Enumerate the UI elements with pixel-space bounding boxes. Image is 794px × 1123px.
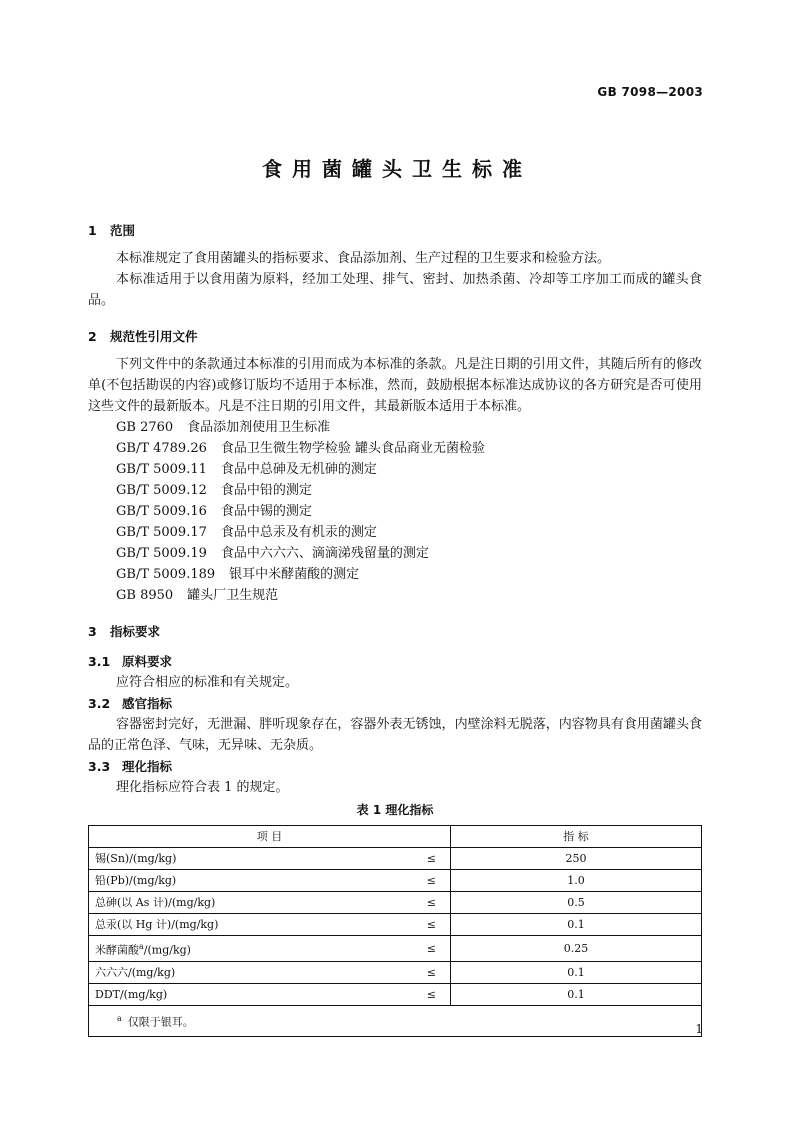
limit-value: 0.1 [451,914,702,936]
reference-item [88,585,702,606]
limit-value: 250 [451,848,702,870]
reference-item [88,501,702,522]
item-cell [89,936,391,962]
reference-item [88,459,702,480]
item-cell [89,961,391,983]
limit-value: 0.25 [451,936,702,962]
section-3-1-number: 3.1 [88,654,111,669]
footnote-row [89,1005,702,1036]
section-3 [88,621,702,1037]
section-2-title: 规范性引用文件 [110,329,198,344]
reference-title: 食品添加剂使用卫生标准 [187,420,331,435]
table-row [89,870,702,892]
reference-code: GB/T 5009.16 [116,504,207,519]
reference-code: GB 8950 [116,588,174,603]
item-cell [89,892,391,914]
item-cell [89,914,391,936]
reference-item [88,522,702,543]
reference-title: 食品中锡的测定 [220,504,312,519]
column-header-value: 指 标 [451,826,702,848]
section-2-number: 2 [88,329,97,344]
reference-list [88,417,702,606]
section-1-paragraph-1: 本标准规定了食用菌罐头的指标要求、食品添加剂、生产过程的卫生要求和检验方法。 [116,251,611,266]
reference-title: 食品卫生微生物学检验 罐头食品商业无菌检验 [220,441,486,456]
table-row [89,848,702,870]
section-2 [88,326,702,606]
reference-code: GB/T 5009.11 [116,462,207,477]
limit-value: 0.1 [451,983,702,1005]
footnote-marker: a [139,942,144,951]
reference-title: 食品中铅的测定 [220,483,312,498]
item-name: 锡(Sn)/(mg/kg) [95,852,177,865]
table-row [89,961,702,983]
table-row [89,983,702,1005]
section-2-heading [88,326,702,347]
table-row [89,914,702,936]
item-name: 总砷(以 As 计)/(mg/kg) [95,896,216,909]
table-body [89,848,702,1037]
comparison-symbol: ≤ [390,936,451,962]
section-3-2-text: 容器密封完好，无泄漏、胖听现象存在，容器外表无锈蚀，内壁涂料无脱落，内容物具有食用菌罐头食品的正常色泽、气味，无异味、无杂质。 [88,717,702,753]
footnote-marker: a [117,1014,122,1024]
section-3-3-title: 理化指标 [122,759,173,774]
footnote-text: 仅限于银耳。 [127,1015,194,1029]
item-name: 米酵菌酸 [95,943,139,957]
reference-code: GB/T 5009.189 [116,567,216,582]
section-3-3-text: 理化指标应符合表 1 的规定。 [116,780,289,795]
section-3-3-heading [88,756,702,777]
section-3-1-title: 原料要求 [122,654,173,669]
section-1-title: 范围 [110,223,136,238]
item-cell [89,983,391,1005]
item-cell [89,848,391,870]
reference-title: 食品中总汞及有机汞的测定 [220,525,377,540]
column-header-item: 项 目 [89,826,451,848]
reference-title: 食品中总砷及无机砷的测定 [220,462,377,477]
item-name: 六六六/(mg/kg) [95,965,176,979]
section-3-1-text: 应符合相应的标准和有关规定。 [116,675,299,690]
comparison-symbol: ≤ [390,961,451,983]
comparison-symbol: ≤ [390,892,451,914]
section-3-1-heading [88,651,702,672]
section-1 [88,220,702,311]
item-cell [89,870,391,892]
comparison-symbol: ≤ [390,983,451,1005]
reference-item [88,438,702,459]
section-2-paragraph: 下列文件中的条款通过本标准的引用而成为本标准的条款。凡是注日期的引用文件，其随后所有的修改单(不包括勘误的内容)或修订版均不适用于本标准，然而，鼓励根据本标准达成协议的各方研究是否可使用这些文件的最新版本。凡是不注日期的引用文件，其最新版本适用于本标准。 [88,357,702,414]
reference-item [88,543,702,564]
section-3-2-title: 感官指标 [122,696,173,711]
limit-value: 0.5 [451,892,702,914]
item-name: DDT/(mg/kg) [95,987,168,1001]
table-1-caption: 表 1 理化指标 [356,803,434,817]
table-header-row [89,826,702,848]
limit-value: 1.0 [451,870,702,892]
table-row [89,936,702,962]
section-1-heading [88,220,702,241]
section-3-2-heading [88,693,702,714]
reference-code: GB/T 5009.17 [116,525,207,540]
section-3-heading [88,621,702,642]
document-title: 食用菌罐头卫生标准 [262,157,532,181]
section-1-paragraph-2: 本标准适用于以食用菌为原料，经加工处理、排气、密封、加热杀菌、冷却等工序加工而成的罐头食品。 [88,272,702,308]
comparison-symbol: ≤ [390,914,451,936]
reference-item [88,480,702,501]
reference-code: GB/T 5009.12 [116,483,207,498]
reference-title: 银耳中米酵菌酸的测定 [229,567,360,582]
section-1-number: 1 [88,223,97,238]
section-3-number: 3 [88,624,97,639]
reference-code: GB 2760 [116,420,174,435]
reference-code: GB/T 5009.19 [116,546,207,561]
section-3-2-number: 3.2 [88,696,111,711]
standard-number: GB 7098—2003 [597,85,703,99]
section-3-title: 指标要求 [110,624,161,639]
limit-value: 0.1 [451,961,702,983]
section-3-3-number: 3.3 [88,759,111,774]
table-1 [88,825,702,1037]
item-unit: /(mg/kg) [143,943,191,957]
comparison-symbol: ≤ [390,870,451,892]
comparison-symbol: ≤ [390,848,451,870]
reference-item [88,417,702,438]
table-footnote [89,1005,702,1036]
reference-title: 罐头厂卫生规范 [187,588,279,603]
item-name: 铅(Pb)/(mg/kg) [95,874,177,887]
page-number: 1 [695,1022,703,1036]
item-name: 总汞(以 Hg 计)/(mg/kg) [95,918,219,931]
reference-title: 食品中六六六、滴滴涕残留量的测定 [220,546,429,561]
table-row [89,892,702,914]
reference-item [88,564,702,585]
reference-code: GB/T 4789.26 [116,441,207,456]
